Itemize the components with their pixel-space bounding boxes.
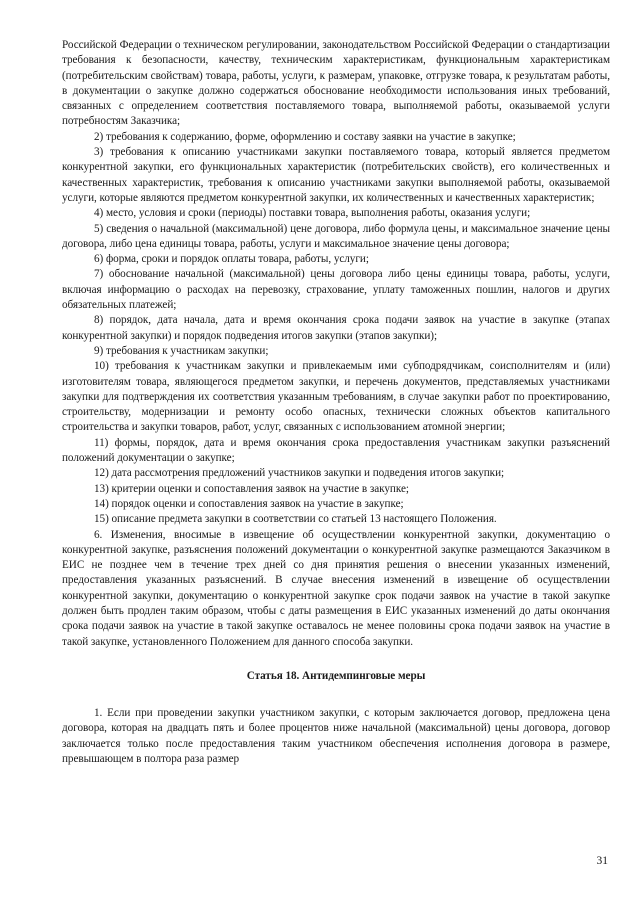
document-page [62,38,610,767]
paragraph-intro: Российской Федерации о техническом регулировании, законодательством Российской Федерации о стандартизации требования к безопасности, качеству, техническим характеристикам, функциональным характеристикам (потребительским свойствам) товара, работы, услуги, к размерам, упаковке, отгрузке товара, к результатам работы, в документации о закупке должно содержаться обоснование необходимости использования иных требований, связанных с определением соответствия поставляемого товара, выполняемой работы, оказываемой услуги потребностям Заказчика; [62,39,610,128]
article-heading: Статья 18. Антидемпинговые меры [246,669,426,682]
list-item-9: 9) требования к участникам закупки; [94,344,269,357]
list-item-14: 14) порядок оценки и сопоставления заявок на участие в закупке; [94,497,404,510]
list-item-4: 4) место, условия и сроки (периоды) поставки товара, выполнения работы, оказания услуги; [94,207,531,220]
page-number: 31 [596,855,608,867]
list-item-13: 13) критерии оценки и сопоставления заявок на участие в закупке; [94,482,409,495]
article-paragraph-1: 1. Если при проведении закупки участником закупки, с которым заключается договор, предложена цена договора, которая на двадцать пять и более процентов ниже начальной (максимальной) цены договора, договор заключается только после предоставления таким участником обеспечения исполнения договора в размере, превышающем в полтора раза размер [62,707,610,766]
list-item-15: 15) описание предмета закупки в соответствии со статьей 13 настоящего Положения. [94,513,497,526]
list-item-10: 10) требования к участникам закупки и привлекаемым ими субподрядчикам, соисполнителям и (или) изготовителям товара, являющегося предметом закупки, и перечень документов, представляемых участниками закупки для подтверждения их соответствия указанным требованиям, в случае закупки работ по проектированию, строительству, модернизации и ремонту особо опасных, технически сложных объектов капитального строительства и закупки товаров, работ, услуг, связанных с использованием атомной энергии; [62,360,610,434]
list-item-11: 11) формы, порядок, дата и время окончания срока предоставления участникам закупки разъяснений положений документации о закупке; [62,436,610,465]
list-item-3: 3) требования к описанию участниками закупки поставляемого товара, который является предметом конкурентной закупки, его функциональных характеристик (потребительских свойств), его количественных и качественных характеристик, требования к описанию участниками закупки выполняемой работы, оказываемой услуги, которые являются предметом конкурентной закупки, их количественных и качественных характеристик; [62,146,610,204]
clause-6-paragraph: 6. Изменения, вносимые в извещение об осуществлении конкурентной закупки, документацию о конкурентной закупке, разъяснения положений документации о конкурентной закупке размещаются Заказчиком в ЕИС не позднее чем в течение трех дней со дня принятия решения о внесении указанных изменений, предоставления указанных разъяснений. В случае внесения изменений в извещение об осуществлении конкурентной закупки, документацию о конкурентной закупке срок подачи заявок на участие в такой закупке должен быть продлен таким образом, чтобы с даты размещения в ЕИС указанных изменений до даты окончания срока подачи заявок на участие в такой закупке оставалось не менее половины срока подачи заявок на участие в такой закупке, установленного Положением для данного способа закупки. [62,528,610,648]
list-item-8: 8) порядок, дата начала, дата и время окончания срока подачи заявок на участие в закупке (этапах конкурентной закупки) и порядок подведения итогов закупки (этапов закупки); [62,314,610,342]
list-item-12: 12) дата рассмотрения предложений участников закупки и подведения итогов закупки; [94,467,505,480]
list-item-5: 5) сведения о начальной (максимальной) цене договора, либо формула цены, и максимальное значение цены договора, либо цена единицы товара, работы, услуги и максимальное значение цены договора; [62,222,610,250]
list-item-7: 7) обоснование начальной (максимальной) цены договора либо цены единицы товара, работы, услуги, включая информацию о расходах на перевозку, страхование, уплату таможенных пошлин, налогов и других обязательных платежей; [62,268,610,312]
list-item-6: 6) форма, сроки и порядок оплаты товара, работы, услуги; [94,253,369,266]
list-item-2: 2) требования к содержанию, форме, оформлению и составу заявки на участие в закупке; [94,130,516,143]
